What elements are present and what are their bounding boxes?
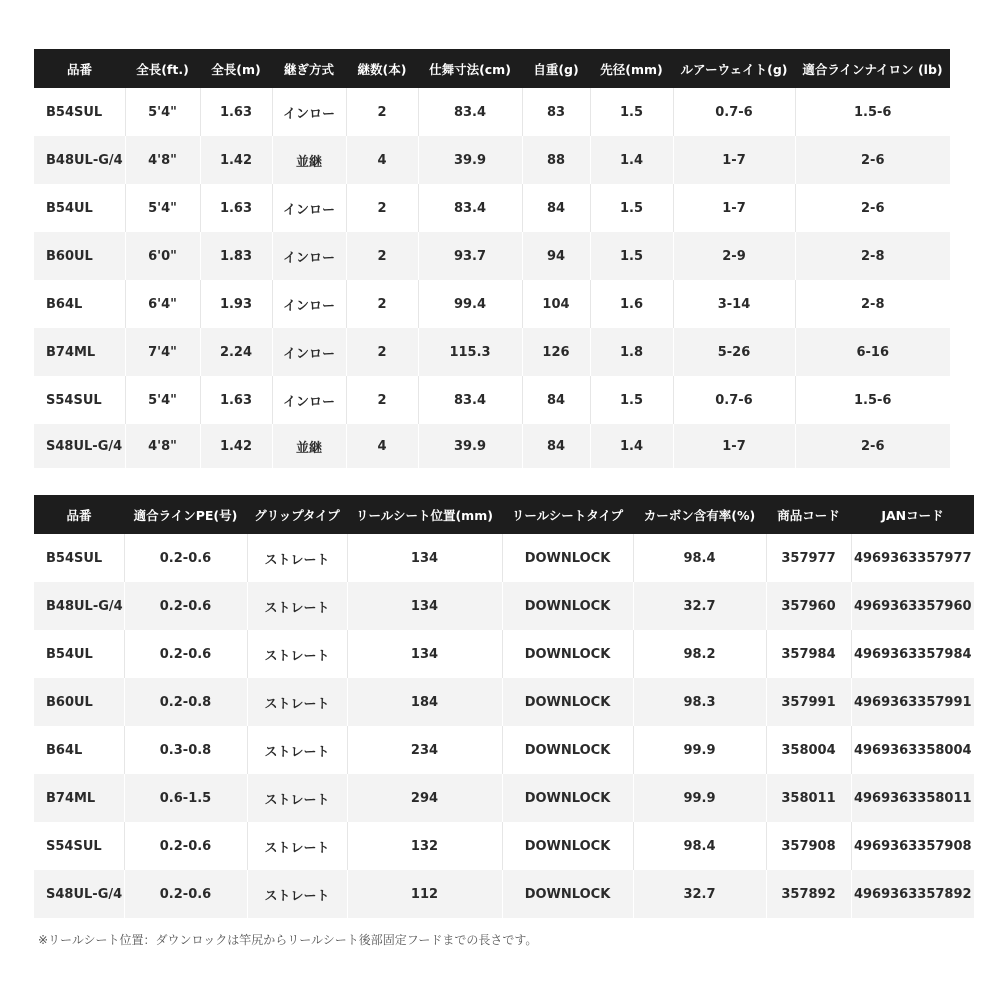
table-cell: 184	[347, 678, 502, 726]
table-cell: 84	[522, 184, 590, 232]
column-header: JANコード	[851, 495, 974, 534]
table-row	[34, 136, 950, 184]
column-header: 適合ラインPE(号)	[124, 495, 247, 534]
table-cell: 4'8"	[125, 136, 200, 184]
model-number-cell: B54SUL	[34, 534, 124, 582]
table-cell: 5-26	[673, 328, 795, 376]
table-cell: 1.4	[590, 424, 673, 468]
table-cell: DOWNLOCK	[502, 678, 633, 726]
table-cell: 2-8	[795, 280, 950, 328]
model-number-cell: S54SUL	[34, 822, 124, 870]
table-cell: ストレート	[247, 870, 347, 918]
table-cell: 6'4"	[125, 280, 200, 328]
table-cell: 83.4	[418, 376, 522, 424]
table-row	[34, 424, 950, 468]
table-cell: DOWNLOCK	[502, 822, 633, 870]
table-cell: ストレート	[247, 630, 347, 678]
table-cell: 1.93	[200, 280, 272, 328]
table-cell: DOWNLOCK	[502, 630, 633, 678]
column-header: 仕舞寸法(cm)	[418, 49, 522, 88]
table-row	[34, 184, 950, 232]
table-cell: 357991	[766, 678, 851, 726]
column-header: 自重(g)	[522, 49, 590, 88]
table-cell: 83.4	[418, 184, 522, 232]
table-cell: 並継	[272, 136, 346, 184]
table-cell: 98.4	[633, 534, 766, 582]
model-number-cell: B74ML	[34, 328, 125, 376]
table-cell: ストレート	[247, 678, 347, 726]
column-header: 品番	[34, 49, 125, 88]
table-cell: 0.7-6	[673, 376, 795, 424]
table-cell: DOWNLOCK	[502, 774, 633, 822]
table-cell: 2	[346, 376, 418, 424]
table-cell: 358004	[766, 726, 851, 774]
table-cell: 0.2-0.6	[124, 870, 247, 918]
table-cell: 134	[347, 630, 502, 678]
table-cell: インロー	[272, 88, 346, 136]
table-cell: インロー	[272, 184, 346, 232]
table-cell: 1-7	[673, 184, 795, 232]
table-cell: インロー	[272, 232, 346, 280]
table-row	[34, 630, 974, 678]
table-cell: 98.4	[633, 822, 766, 870]
table-cell: 2-6	[795, 136, 950, 184]
table-cell: 357908	[766, 822, 851, 870]
column-header: 商品コード	[766, 495, 851, 534]
table-cell: 0.2-0.6	[124, 582, 247, 630]
table-cell: 5'4"	[125, 376, 200, 424]
table-cell: 1.5-6	[795, 88, 950, 136]
table-cell: 84	[522, 376, 590, 424]
column-header: リールシート位置(mm)	[347, 495, 502, 534]
column-header: グリップタイプ	[247, 495, 347, 534]
table-cell: 4969363358004	[851, 726, 974, 774]
table-header-row	[34, 495, 974, 534]
table-cell: 1.5	[590, 232, 673, 280]
table-cell: 2	[346, 184, 418, 232]
table-row	[34, 376, 950, 424]
model-number-cell: B54UL	[34, 630, 124, 678]
table-cell: 98.3	[633, 678, 766, 726]
table-cell: 0.2-0.6	[124, 630, 247, 678]
table-cell: 32.7	[633, 870, 766, 918]
table-cell: 1.42	[200, 424, 272, 468]
table-cell: 294	[347, 774, 502, 822]
table-cell: 1-7	[673, 424, 795, 468]
table-cell: 2-6	[795, 424, 950, 468]
table-cell: 4969363357991	[851, 678, 974, 726]
table-cell: 4969363357960	[851, 582, 974, 630]
table-cell: 2-8	[795, 232, 950, 280]
table-cell: 1.63	[200, 376, 272, 424]
table-cell: 126	[522, 328, 590, 376]
table-cell: 112	[347, 870, 502, 918]
table-cell: 1.42	[200, 136, 272, 184]
table-cell: 93.7	[418, 232, 522, 280]
table-cell: 1.4	[590, 136, 673, 184]
model-number-cell: B60UL	[34, 678, 124, 726]
model-number-cell: S48UL-G/4	[34, 870, 124, 918]
table-row	[34, 280, 950, 328]
table-cell: 2.24	[200, 328, 272, 376]
table-cell: 4	[346, 136, 418, 184]
table-cell: インロー	[272, 328, 346, 376]
model-number-cell: B64L	[34, 280, 125, 328]
table-cell: 0.7-6	[673, 88, 795, 136]
table-cell: 39.9	[418, 424, 522, 468]
model-number-cell: B48UL-G/4	[34, 582, 124, 630]
table-cell: 134	[347, 534, 502, 582]
table-cell: 1.6	[590, 280, 673, 328]
table-cell: 0.3-0.8	[124, 726, 247, 774]
table-cell: 4969363358011	[851, 774, 974, 822]
table-header-row	[34, 49, 950, 88]
model-number-cell: B54SUL	[34, 88, 125, 136]
table-row	[34, 822, 974, 870]
column-header: リールシートタイプ	[502, 495, 633, 534]
table-cell: 1.5	[590, 376, 673, 424]
table-row	[34, 534, 974, 582]
table-cell: 1.5	[590, 184, 673, 232]
table-cell: DOWNLOCK	[502, 870, 633, 918]
column-header: 適合ラインナイロン (lb)	[795, 49, 950, 88]
model-number-cell: B64L	[34, 726, 124, 774]
table-cell: 32.7	[633, 582, 766, 630]
table-cell: 2	[346, 280, 418, 328]
model-number-cell: B48UL-G/4	[34, 136, 125, 184]
table-cell: 5'4"	[125, 184, 200, 232]
column-header: 先径(mm)	[590, 49, 673, 88]
table-cell: DOWNLOCK	[502, 582, 633, 630]
table-cell: 134	[347, 582, 502, 630]
table-cell: 357977	[766, 534, 851, 582]
table-cell: 6'0"	[125, 232, 200, 280]
table-row	[34, 870, 974, 918]
table-cell: 357984	[766, 630, 851, 678]
footnote: ※リールシート位置：ダウンロックは竿尻からリールシート後部固定フードまでの長さです。	[38, 933, 538, 947]
table-cell: インロー	[272, 280, 346, 328]
model-number-cell: B60UL	[34, 232, 125, 280]
column-header: 継数(本)	[346, 49, 418, 88]
column-header: ルアーウェイト(g)	[673, 49, 795, 88]
table-cell: 2-9	[673, 232, 795, 280]
table-cell: 0.2-0.6	[124, 822, 247, 870]
table-row	[34, 232, 950, 280]
table-cell: 3-14	[673, 280, 795, 328]
table-cell: 1.5	[590, 88, 673, 136]
table-cell: ストレート	[247, 534, 347, 582]
table-cell: ストレート	[247, 582, 347, 630]
table-row	[34, 328, 950, 376]
table-cell: DOWNLOCK	[502, 726, 633, 774]
table-cell: 4969363357977	[851, 534, 974, 582]
spec-table-1	[34, 49, 950, 468]
model-number-cell: B74ML	[34, 774, 124, 822]
table-cell: 2-6	[795, 184, 950, 232]
table-cell: 4969363357984	[851, 630, 974, 678]
table-cell: 4969363357908	[851, 822, 974, 870]
table-cell: 39.9	[418, 136, 522, 184]
table-cell: 132	[347, 822, 502, 870]
table-cell: 115.3	[418, 328, 522, 376]
table-cell: 357892	[766, 870, 851, 918]
table-cell: ストレート	[247, 822, 347, 870]
table-row	[34, 774, 974, 822]
table-cell: 6-16	[795, 328, 950, 376]
table-cell: 4969363357892	[851, 870, 974, 918]
table-cell: 99.4	[418, 280, 522, 328]
column-header: 全長(ft.)	[125, 49, 200, 88]
table-cell: 234	[347, 726, 502, 774]
table-cell: 4'8"	[125, 424, 200, 468]
table-cell: 358011	[766, 774, 851, 822]
table-cell: 2	[346, 88, 418, 136]
table-cell: インロー	[272, 376, 346, 424]
table-row	[34, 726, 974, 774]
table-cell: 83.4	[418, 88, 522, 136]
table-cell: 94	[522, 232, 590, 280]
column-header: 全長(m)	[200, 49, 272, 88]
table-cell: 2	[346, 232, 418, 280]
table-cell: 88	[522, 136, 590, 184]
column-header: 継ぎ方式	[272, 49, 346, 88]
table-cell: 4	[346, 424, 418, 468]
table-cell: ストレート	[247, 726, 347, 774]
model-number-cell: S48UL-G/4	[34, 424, 125, 468]
table-cell: 1.5-6	[795, 376, 950, 424]
table-cell: 83	[522, 88, 590, 136]
table-cell: 98.2	[633, 630, 766, 678]
table-cell: 5'4"	[125, 88, 200, 136]
column-header: カーボン含有率(%)	[633, 495, 766, 534]
table-body	[34, 534, 974, 918]
model-number-cell: S54SUL	[34, 376, 125, 424]
table-cell: 84	[522, 424, 590, 468]
column-header: 品番	[34, 495, 124, 534]
model-number-cell: B54UL	[34, 184, 125, 232]
table-cell: 0.6-1.5	[124, 774, 247, 822]
table-cell: 99.9	[633, 774, 766, 822]
table-row	[34, 582, 974, 630]
table-cell: 2	[346, 328, 418, 376]
table-cell: 0.2-0.8	[124, 678, 247, 726]
table-cell: 357960	[766, 582, 851, 630]
table-body	[34, 88, 950, 468]
table-cell: DOWNLOCK	[502, 534, 633, 582]
table-row	[34, 678, 974, 726]
table-cell: ストレート	[247, 774, 347, 822]
spec-table-2	[34, 495, 974, 918]
table-cell: 7'4"	[125, 328, 200, 376]
table-cell: 並継	[272, 424, 346, 468]
table-cell: 1.63	[200, 184, 272, 232]
table-cell: 0.2-0.6	[124, 534, 247, 582]
table-cell: 1-7	[673, 136, 795, 184]
table-cell: 1.8	[590, 328, 673, 376]
table-cell: 99.9	[633, 726, 766, 774]
table-cell: 104	[522, 280, 590, 328]
table-cell: 1.63	[200, 88, 272, 136]
table-row	[34, 88, 950, 136]
table-cell: 1.83	[200, 232, 272, 280]
